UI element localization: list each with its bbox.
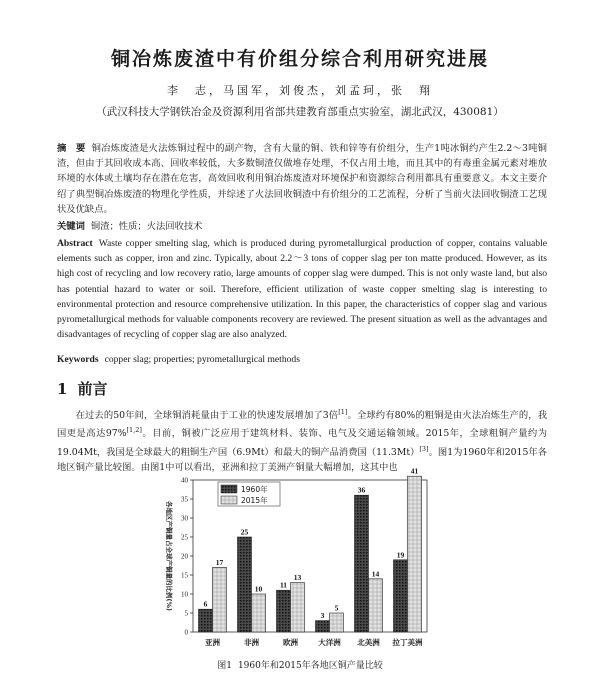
intro-text-3: 。目前，铜被广泛应用于建筑材料、装饰、电气及交通运输领域。2015年，全球粗铜产量约为19.04Mt，我国是全球最大的粗铜生产国（6.9Mt）和最大的铜产品消费国（11.3Mt） (57, 428, 547, 458)
bar-2015 (330, 613, 344, 632)
keywords-zh-label: 关键词 (57, 221, 85, 232)
x-tick-label: 拉丁美洲 (392, 638, 423, 647)
citation-ref: [1,2] (126, 426, 142, 435)
keywords-en (57, 352, 547, 367)
data-label: 25 (240, 527, 249, 537)
paper-title: 铜冶炼废渣中有价组分综合利用研究进展 (110, 48, 489, 70)
data-label: 3 (320, 611, 325, 621)
figure-caption-text: 1960年和2015年各地区铜产量比较 (237, 661, 383, 671)
bar-1960 (355, 495, 369, 632)
bar-1960 (394, 560, 408, 632)
figure-1 (147, 466, 437, 658)
x-tick-label: 大洋洲 (318, 638, 341, 647)
bar-1960 (316, 621, 330, 632)
keywords-zh-text: 铜渣；性质；火法回收技术 (90, 221, 203, 232)
data-label: 5 (334, 603, 339, 613)
y-tick-label: 35 (181, 495, 188, 504)
intro-text-2: 。全球约有80%的粗铜是由火法冶炼生产的，我国更是高达97% (57, 410, 547, 440)
y-tick-label: 15 (181, 571, 188, 580)
y-tick-label: 25 (181, 533, 188, 542)
x-tick-label: 亚洲 (205, 638, 220, 647)
y-tick-label: 30 (181, 514, 188, 523)
bar-2015 (369, 579, 383, 632)
data-label: 17 (215, 557, 224, 567)
abstract-en-label: Abstract (57, 238, 93, 249)
abstract-zh-text: 铜冶炼废渣是火法炼铜过程中的副产物，含有大量的铜、铁和锌等有价组分，生产1吨冰铜约产生2.2～3吨铜渣，但由于其回收成本高、回收率较低，大多数铜渣仅做堆存处理，不仅占用土地，而且其中的有毒重金属元素对堆放环境的水体或土壤均存在潜在危害，高效回收利用铜冶炼废渣对环境保护和资源综合利用都具有重要意义。本文主要介绍了典型铜冶炼废渣的物理化学性质，并综述了火法回收铜渣中有价组分的工艺流程，分析了当前火法回收铜渣工艺现状及优缺点。 (57, 143, 547, 215)
intro-text-1: 在过去的50年间，全球铜消耗量由于工业的快速发展增加了3倍 (75, 410, 339, 422)
bar-2015 (213, 567, 227, 632)
legend-swatch (221, 496, 237, 504)
y-axis-label: 各地区产铜量占全球产铜量的比例(%) (165, 501, 173, 611)
section-title: 前言 (77, 380, 108, 398)
keywords-en-label: Keywords (57, 354, 99, 365)
intro-paragraph (57, 405, 547, 475)
figure-caption-label: 图1 (217, 661, 232, 671)
legend-label: 1960年 (241, 485, 268, 494)
data-label: 41 (410, 466, 419, 476)
y-tick-label: 0 (184, 628, 188, 637)
bar-2015 (252, 594, 266, 632)
keywords-zh (57, 219, 547, 234)
bar-chart (147, 466, 437, 654)
bar-2015 (408, 476, 422, 632)
section-number: 1 (57, 380, 68, 398)
citation-ref: [1] (338, 408, 348, 416)
data-label: 13 (293, 573, 302, 583)
data-label: 19 (396, 550, 405, 560)
legend-swatch (221, 485, 237, 493)
data-label: 10 (254, 584, 263, 594)
affiliation: （武汉科技大学钢铁冶金及资源利用省部共建教育部重点实验室，湖北武汉，430081） (96, 106, 504, 118)
y-tick-label: 40 (181, 476, 188, 485)
abstract-en-text: Waste copper smelting slag, which is produced during pyrometallurgical production of copper, contains valuable elements such as copper, iron and zinc. Typically, about 2.2～3 tons of copper slag per ton matte produced. However, as its high cost of recycling and low recovery ratio, large amounts of copper slag were dumped. This is not only waste land, but also has potential hazard to water or soil. Therefore, efficient utilization of waste copper smelting slag is interesting to environmental protection and resource comprehensive utilization. In this paper, the characteristics of copper slag and various pyrometallurgical methods for valuable components recovery are reviewed. The present situation as well as the advantages and disadvantages of recycling of copper slag are also analyzed. (57, 238, 547, 341)
keywords-en-text: copper slag; properties; pyrometallurgical methods (104, 354, 300, 365)
legend-label: 2015年 (241, 496, 268, 505)
data-label: 14 (371, 569, 380, 579)
citation-ref: [3] (419, 444, 429, 453)
section-heading (57, 378, 107, 399)
intro-text-4: 。图1为1960年和2015年各地区铜产量比较图。由图1中可以看出，亚洲和拉丁美洲产铜量大幅增加，这其中也 (57, 446, 547, 473)
x-tick-label: 非洲 (244, 638, 259, 647)
bar-1960 (277, 590, 291, 632)
x-tick-label: 欧洲 (283, 638, 298, 647)
bar-1960 (199, 609, 213, 632)
y-tick-label: 20 (181, 552, 188, 561)
abstract-zh-label: 摘 要 (57, 143, 86, 154)
data-label: 36 (357, 485, 366, 495)
y-tick-label: 10 (181, 590, 188, 599)
data-label: 6 (203, 599, 208, 609)
figure-caption (0, 658, 600, 671)
data-label: 11 (279, 580, 288, 590)
author-list: 李 志，马国军，刘俊杰，刘孟珂，张 翔 (167, 84, 433, 97)
bar-1960 (238, 537, 252, 632)
abstract-zh (57, 141, 547, 217)
bar-2015 (291, 583, 305, 632)
x-tick-label: 北美洲 (357, 638, 380, 647)
y-tick-label: 5 (184, 609, 188, 618)
abstract-en (57, 236, 547, 342)
